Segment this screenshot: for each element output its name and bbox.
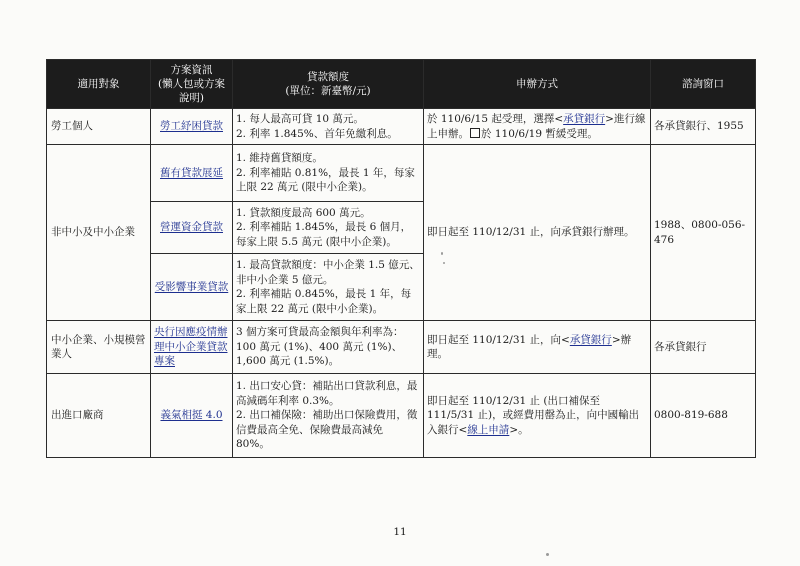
scan-speck xyxy=(441,252,443,255)
apply-cell xyxy=(424,321,651,374)
header-contact: 諮詢窗口 xyxy=(651,60,756,109)
target-cell: 出進口廠商 xyxy=(47,374,151,458)
loan-programs-table xyxy=(46,59,756,458)
header-program-info xyxy=(151,60,233,109)
page-number: 11 xyxy=(393,526,407,538)
amount-item: 2. 利率 1.845%、首年免繳利息。 xyxy=(236,127,398,140)
amount-item: 2. 利率補貼 1.845%，最長 6 個月，每家上限 5.5 萬元 (限中小企業)。 xyxy=(236,221,412,248)
apply-cell: 即日起至 110/12/31 止，向承貸銀行辦理。 xyxy=(424,145,651,321)
header-target: 適用對象 xyxy=(47,60,151,109)
program-cell xyxy=(151,202,233,254)
amount-cell xyxy=(233,145,424,202)
contact-cell: 各承貸銀行、1955 xyxy=(651,109,756,145)
program-cell xyxy=(151,321,233,374)
apply-text: >。 xyxy=(509,423,529,436)
program-link-central-bank[interactable]: 央行因應疫情辦理中小企業貸款專案 xyxy=(154,326,228,368)
amount-cell xyxy=(233,374,424,458)
apply-text: >辦理。 xyxy=(427,333,632,360)
scan-speck xyxy=(443,262,445,264)
amount-item: 1. 維持舊貸額度。 xyxy=(236,152,323,165)
online-apply-link[interactable]: 線上申請 xyxy=(467,423,510,436)
apply-cell xyxy=(424,109,651,145)
table-row xyxy=(47,145,756,202)
target-cell: 非中小及中小企業 xyxy=(47,145,151,321)
lender-bank-link[interactable]: 承貸銀行 xyxy=(563,113,606,125)
table-row xyxy=(47,321,756,374)
apply-text: 於 110/6/19 暫緩受理。 xyxy=(481,127,598,140)
table-row xyxy=(47,109,756,145)
table-row xyxy=(47,374,756,458)
amount-item: 1. 最高貸款額度：中小企業 1.5 億元、非中小企業 5 億元。 xyxy=(236,259,420,286)
header-apply-method: 申辦方式 xyxy=(424,60,651,109)
program-link-affected-business[interactable]: 受影響事業貸款 xyxy=(154,280,229,293)
header-program-line1: 方案資訊 xyxy=(170,64,213,76)
apply-text: 於 110/6/15 起受理，選擇< xyxy=(427,113,564,125)
amount-cell: 3 個方案可貸最高金額與年利率為：100 萬元 (1%)、400 萬元 (1%)、1,600 萬元 (1.5%)。 xyxy=(233,321,424,374)
amount-item: 2. 出口補保險：補助出口保險費用，徵信費最高全免、保險費最高減免 80%。 xyxy=(236,409,418,451)
apply-text: 即日起至 110/12/31 止，向< xyxy=(427,333,570,346)
program-cell xyxy=(151,145,233,202)
program-link-extension[interactable]: 舊有貸款展延 xyxy=(160,166,223,179)
amount-item: 1. 每人最高可貸 10 萬元。 xyxy=(236,113,364,125)
contact-cell: 各承貸銀行 xyxy=(651,321,756,374)
contact-cell: 0800-819-688 xyxy=(651,374,756,458)
checkbox-icon xyxy=(470,128,480,138)
amount-cell xyxy=(233,254,424,321)
contact-cell: 1988、0800-056-476 xyxy=(651,145,756,321)
program-cell xyxy=(151,374,233,458)
header-loan-amount xyxy=(233,60,424,109)
program-link-labor[interactable]: 勞工紓困貸款 xyxy=(160,120,223,133)
amount-item: 2. 利率補貼 0.845%，最長 1 年，每家上限 22 萬元 (限中小企業)。 xyxy=(236,288,412,315)
target-cell: 勞工個人 xyxy=(47,109,151,145)
scan-speck xyxy=(546,553,549,556)
amount-item: 1. 貸款額度最高 600 萬元。 xyxy=(236,206,371,219)
header-program-line3: 說明) xyxy=(178,92,205,104)
apply-text: 即日起至 110/12/31 止 (出口補保至 111/5/31 止)，或經費用罄為止，向中國輸出入銀行< xyxy=(427,394,640,436)
apply-cell xyxy=(424,374,651,458)
program-link-working-capital[interactable]: 營運資金貸款 xyxy=(160,221,223,234)
lender-bank-link[interactable]: 承貸銀行 xyxy=(569,333,612,346)
program-link-export[interactable]: 義氣相挺 4.0 xyxy=(160,409,223,422)
amount-item: 1. 出口安心貸：補貼出口貸款利息，最高減碼年利率 0.3%。 xyxy=(236,380,418,407)
amount-item: 2. 利率補貼 0.81%，最長 1 年，每家上限 22 萬元 (限中小企業)。 xyxy=(236,166,415,194)
header-program-line2: (懶人包或方案 xyxy=(157,78,226,90)
amount-cell xyxy=(233,109,424,145)
header-amount-line1: 貸款額度 xyxy=(307,71,349,83)
amount-cell xyxy=(233,202,424,254)
header-amount-line2: (單位：新臺幣/元) xyxy=(285,85,371,97)
target-cell: 中小企業、小規模營業人 xyxy=(47,321,151,374)
program-cell xyxy=(151,254,233,321)
program-cell xyxy=(151,109,233,145)
table-header-row xyxy=(47,60,756,109)
apply-text: >進行線上申辦。 xyxy=(427,113,646,140)
